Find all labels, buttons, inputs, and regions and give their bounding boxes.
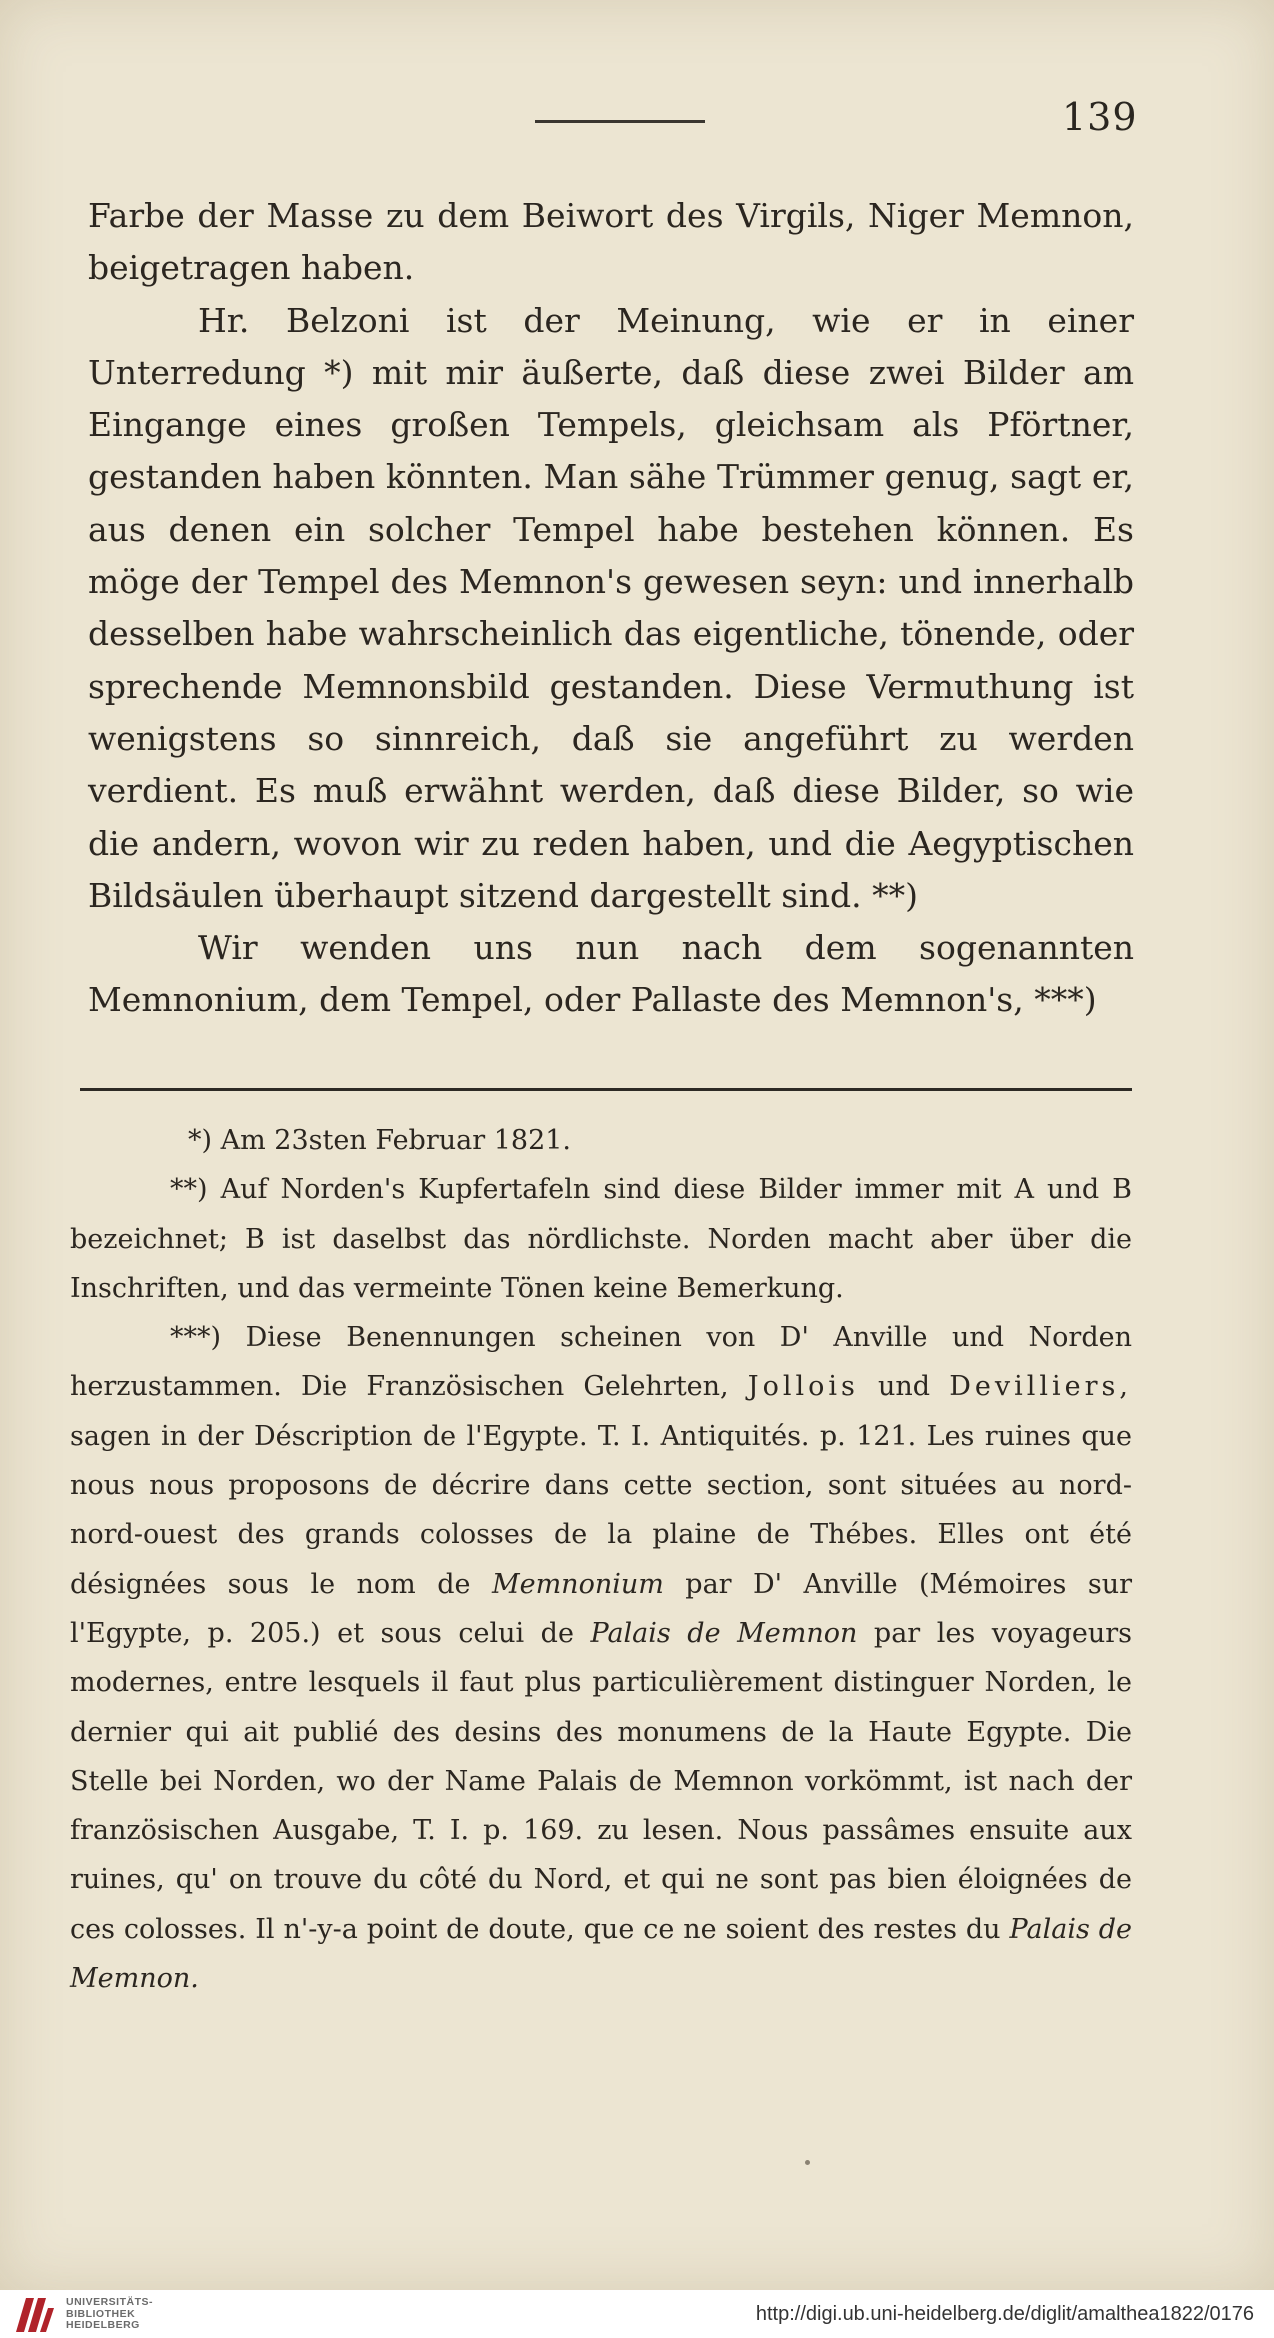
footnote-divider [80, 1088, 1132, 1091]
library-name [66, 2297, 153, 2332]
library-logo-icon [12, 2294, 56, 2334]
footnote-3-quote: sagen in der Déscription de l'Egypte. T. I. Antiquités. p. 121. Les ruines que nous nous proposons de décrire dans cette section, sont situées au nord-nord-ouest des grands colosses de la plaine de Thébes. Elles ont été désignées sous le nom de [70, 1420, 1132, 1600]
library-name-line3: HEIDELBERG [66, 2319, 140, 2331]
palais-italic-end: Palais de Memnon. [70, 1913, 1133, 1995]
library-name-line1: UNIVERSITÄTS- [66, 2296, 154, 2308]
name-devilliers: Devilliers, [949, 1371, 1132, 1403]
paragraph-3: Wir wenden uns nun nach dem sogenannten Memnonium, dem Tempel, oder Pallaste des Memnon's, ***) [88, 928, 1134, 1020]
page-number: 139 [1062, 95, 1138, 139]
paragraph-1: Farbe der Masse zu dem Beiwort des Virgils, Niger Memnon, beigetragen haben. [88, 196, 1134, 288]
ink-speck [805, 2160, 810, 2165]
footnote-3-and: und [878, 1371, 931, 1403]
memnonium-italic: Memnonium [491, 1568, 664, 1600]
footnote-1: *) Am 23sten Februar 1821. [188, 1125, 572, 1156]
library-name-line2: BIBLIOTHEK [66, 2307, 136, 2320]
palais-italic: Palais de Memnon [590, 1617, 858, 1649]
main-text [88, 190, 1134, 1027]
footnotes [70, 1116, 1132, 2003]
header-rule [535, 120, 705, 123]
paragraph-2: Hr. Belzoni ist der Meinung, wie er in einer Unterredung *) mit mir äußerte, daß diese zwei Bilder am Eingange eines großen Tempels, gleichsam als Pförtner, gestanden haben könnten. Man sähe Trümmer genug, sagt er, aus denen ein solcher Tempel habe bestehen können. Es möge der Tempel des Memnon's gewesen seyn: und innerhalb desselben habe wahrscheinlich das eigentliche, tönende, oder sprechende Memnonsbild gestanden. Diese Vermuthung ist wenigstens so sinnreich, daß sie angeführt zu werden verdient. Es muß erwähnt werden, daß diese Bilder, so wie die andern, wovon wir zu reden haben, und die Aegyptischen Bildsäulen überhaupt sitzend dargestellt sind. **) [88, 300, 1134, 915]
viewer-footer [0, 2290, 1274, 2338]
footnote-3-text: ***) Diese Benennungen scheinen von D' Anville und Norden herzustammen. Die Französischen Gelehrten, [70, 1322, 1132, 1403]
footnote-3 [70, 1313, 1132, 2003]
source-url[interactable]: http://digi.ub.uni-heidelberg.de/diglit/amalthea1822/0176 [755, 2303, 1254, 2325]
footnote-2: **) Auf Norden's Kupfertafeln sind diese Bilder immer mit A und B bezeichnet; B ist daselbst das nördlichste. Norden macht aber über die Inschriften, und das vermeinte Tönen keine Bemerkung. [70, 1174, 1132, 1304]
footnote-3-quote-rest: par les voyageurs modernes, entre lesquels il faut plus particulièrement distinguer Norden, le dernier qui ait publié des desins des monumens de la Haute Egypte. Die Stelle bei Norden, wo der Name Palais de Memnon vorkömmt, ist nach der französischen Ausgabe, T. I. p. 169. zu lesen. Nous passâmes ensuite aux ruines, qu' on trouve du côté du Nord, et qui ne sont pas bien éloignées de ces colosses. Il n'-y-a point de doute, que ce ne soient des restes du [70, 1617, 1133, 1945]
footnote-3-quote-cont: par D' Anville (Mémoires sur l'Egypte, p. 205.) et sous celui de [70, 1568, 1132, 1649]
name-jollois: Jollois [747, 1371, 859, 1403]
